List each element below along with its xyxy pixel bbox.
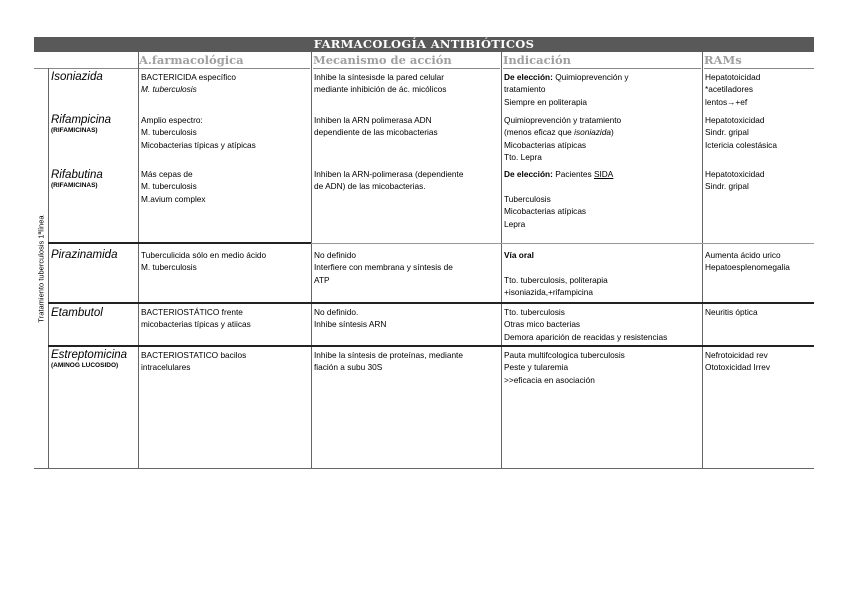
- side-label-cell: [34, 68, 49, 469]
- header-divider: [34, 68, 139, 69]
- drug-name-isoniazida: Isoniazida: [51, 71, 103, 83]
- cell-indicacion: Vía oral Tto. tuberculosis, politerapia +isoniazida,+rifampicina: [504, 250, 608, 298]
- cell-indicacion: De elección: Pacientes SIDA Tuberculosis Micobacterias atípicas Lepra: [504, 169, 614, 229]
- cell-mecanismo: Inhibe la síntesis de proteínas, mediante fiación a subu 30S: [314, 350, 463, 373]
- header-farmacologica: A.farmacológica: [139, 52, 310, 69]
- indicacion-eleccion-sida: De elección: Pacientes SIDA: [504, 169, 614, 179]
- cell-farmacologica: Tuberculicida sólo en medio ácido M. tuberculosis: [141, 250, 267, 273]
- drug-name-rifampicina: Rifampicina (RIFAMICINAS): [51, 114, 112, 134]
- cell-rams: Hepatotoicidad *acetiladores lentos→+ef: [705, 72, 761, 107]
- cell-farmacologica: BACTERIOSTÁTICO frente micobacterias típicas y atiicas: [141, 307, 251, 330]
- cell-indicacion: Tto. tuberculosis Otras mico bacterias Demora aparición de reacidas y resistencias: [504, 307, 668, 342]
- header-mecanismo: Mecanismo de acción: [313, 52, 500, 69]
- cell-rams: Aumenta ácido urico Hepatoesplenomegalia: [705, 250, 790, 273]
- column-divider: [501, 52, 502, 469]
- antibiotics-table: [34, 37, 814, 469]
- cell-mecanismo: Inhiben la ARN-polimerasa (dependiente de ADN) de las micobacterias.: [314, 169, 464, 192]
- cell-rams: Nefrotoicidad rev Ototoxicidad Irrev: [705, 350, 771, 373]
- drug-name-etambutol: Etambutol: [51, 307, 103, 319]
- cell-indicacion: Quimioprevención y tratamiento (menos eficaz que isoniazida) Micobacterias atípicas Tto. Lepra: [504, 115, 622, 163]
- row-divider: [48, 302, 814, 304]
- cell-indicacion: Pauta multifcologica tuberculosis Peste y tularemia >>eficacia en asociación: [504, 350, 625, 385]
- row-divider: [48, 345, 814, 347]
- cell-mecanismo: No definido Interfiere con membrana y síntesis de ATP: [314, 250, 453, 285]
- drug-name-estreptomicina: Estreptomicina (AMINOG LUCOSIDO): [51, 349, 128, 369]
- column-divider: [138, 52, 139, 469]
- row-divider: [48, 242, 311, 244]
- table-bottom-border: [34, 468, 814, 469]
- cell-farmacologica: BACTERIOSTATICO bacilos intracelulares: [141, 350, 247, 373]
- table-title: FARMACOLOGÍA ANTIBIÓTICOS: [34, 37, 814, 52]
- cell-rams: Hepatotoxicidad Sindr. gripal Ictericia colestásica: [705, 115, 777, 150]
- cell-rams: Hepatotoxicidad Sindr. gripal: [705, 169, 765, 192]
- cell-mecanismo: Inhiben la ARN polimerasa ADN dependiente de las micobacterias: [314, 115, 438, 138]
- cell-mecanismo: No definido. Inhibe síntesis ARN: [314, 307, 387, 330]
- drug-name-rifabutina: Rifabutina (RIFAMICINAS): [51, 169, 103, 189]
- cell-farmacologica: Más cepas de M. tuberculosis M.avium complex: [141, 169, 206, 204]
- cell-farmacologica: Amplio espectro: M. tuberculosis Micobacterias típicas y atípicas: [141, 115, 256, 150]
- cell-farmacologica: BACTERICIDA específico M. tuberculosis: [141, 72, 236, 95]
- cell-rams: Neuritis óptica: [705, 307, 758, 317]
- column-divider: [702, 52, 703, 469]
- row-divider: [311, 243, 814, 244]
- drug-name-pirazinamida: Pirazinamida: [51, 249, 118, 261]
- cell-indicacion: De elección: Quimioprevención y tratamiento Siempre en politerapia: [504, 72, 629, 107]
- cell-mecanismo: Inhibe la síntesisde la pared celular mediante inhibición de ác. micólicos: [314, 72, 447, 95]
- column-divider: [311, 52, 312, 469]
- header-rams: RAMs: [704, 52, 814, 69]
- header-indicacion: Indicación: [503, 52, 701, 69]
- side-label: Tratamiento tuberculosis 1ªlínea: [36, 214, 46, 323]
